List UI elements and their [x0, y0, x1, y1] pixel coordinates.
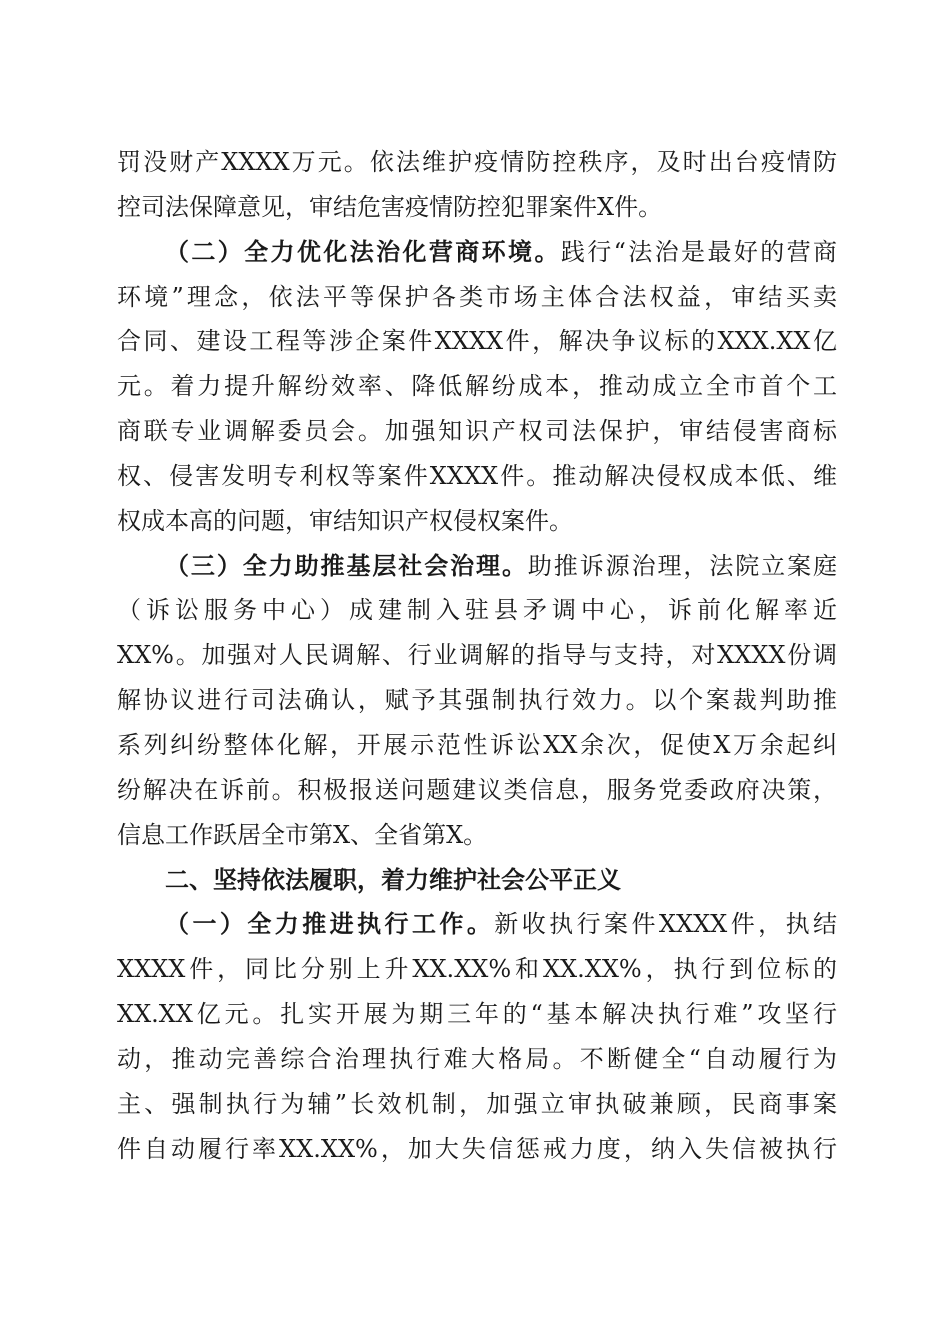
paragraph-3-line-4: 解协议进行司法确认，赋予其强制执行效力。以个案裁判助推 [117, 686, 837, 715]
paragraph-3-line-1 [117, 544, 837, 589]
paragraph-2-line-6: 权、侵害发明专利权等案件XXXX件。推动解决侵权成本低、维 [117, 461, 837, 490]
paragraph-3-line-3: XX%。加强对人民调解、行业调解的指导与支持，对XXXX份调 [117, 641, 837, 670]
paragraph-2-line-7: 权成本高的问题，审结知识产权侵权案件。 [117, 506, 573, 535]
paragraph-1-line-2: 控司法保障意见，审结危害疫情防控犯罪案件X件。 [117, 192, 663, 221]
section-heading: 二、坚持依法履职，着力维护社会公平正义 [165, 865, 621, 894]
paragraph-2-first-line-rest: 践行“法治是最好的营商 [560, 237, 838, 266]
paragraph-3-title: （三）全力助推基层社会治理。 [165, 550, 528, 580]
paragraph-4-line-1 [117, 902, 837, 947]
paragraph-4-line-5: 主、强制执行为辅”长效机制，加强立审执破兼顾，民商事案 [117, 1089, 837, 1118]
paragraph-3-line-5: 系列纠纷整体化解，开展示范性诉讼XX余次，促使X万余起纠 [117, 730, 837, 759]
paragraph-4-first-line-rest: 新收执行案件XXXX件，执结 [494, 910, 838, 939]
paragraph-4-line-2: XXXX件，同比分别上升XX.XX%和XX.XX%，执行到位标的 [117, 955, 837, 984]
paragraph-3-line-7: 信息工作跃居全市第X、全省第X。 [117, 820, 488, 849]
paragraph-4-title: （一）全力推进执行工作。 [165, 909, 495, 939]
paragraph-3-line-6: 纷解决在诉前。积极报送问题建议类信息，服务党委政府决策， [117, 775, 837, 804]
paragraph-4-line-6: 件自动履行率XX.XX%，加大失信惩戒力度，纳入失信被执行 [117, 1134, 837, 1163]
paragraph-2-line-5: 商联专业调解委员会。加强知识产权司法保护，审结侵害商标 [117, 417, 837, 446]
paragraph-4-line-4: 动，推动完善综合治理执行难大格局。不断健全“自动履行为 [117, 1044, 837, 1073]
paragraph-3-line-2: （诉讼服务中心）成建制入驻县矛调中心，诉前化解率近 [117, 596, 837, 625]
paragraph-2-line-3: 合同、建设工程等涉企案件XXXX件，解决争议标的XXX.XX亿 [117, 327, 837, 356]
paragraph-2-line-4: 元。着力提升解纷效率、降低解纷成本，推动成立全市首个工 [117, 372, 837, 401]
paragraph-1-line-1: 罚没财产XXXX万元。依法维护疫情防控秩序，及时出台疫情防 [117, 148, 837, 176]
paragraph-2-title: （二）全力优化法治化营商环境。 [165, 236, 561, 266]
paragraph-2-line-1 [117, 230, 837, 275]
paragraph-4-line-3: XX.XX亿元。扎实开展为期三年的“基本解决执行难”攻坚行 [117, 1000, 837, 1029]
document-body [117, 140, 837, 1171]
paragraph-2-line-2: 环境”理念，依法平等保护各类市场主体合法权益，审结买卖 [117, 282, 837, 311]
paragraph-3-first-line-rest: 助推诉源治理，法院立案庭 [527, 551, 838, 580]
